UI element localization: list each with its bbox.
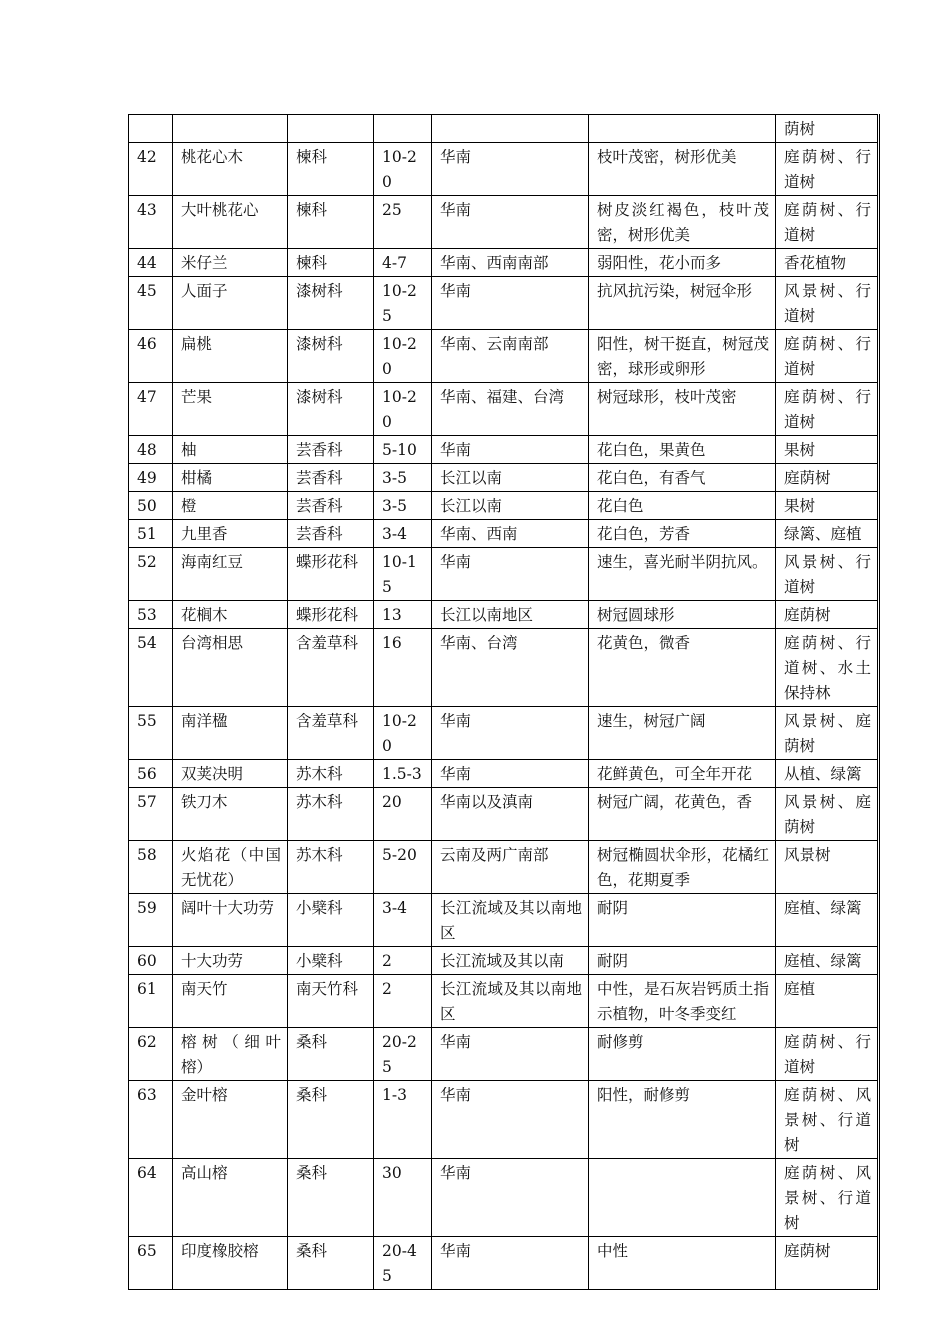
cell-height: 4-7 — [374, 249, 432, 277]
cell-family: 苏木科 — [288, 841, 374, 894]
cell-no: 58 — [129, 841, 173, 894]
cell-name: 花榈木 — [173, 601, 288, 629]
cell-feature: 树冠球形，枝叶茂密 — [589, 383, 776, 436]
cell-use: 风景树、庭荫树 — [776, 788, 879, 841]
table-row — [129, 1081, 879, 1159]
cell-no: 50 — [129, 492, 173, 520]
cell-height: 10-20 — [374, 707, 432, 760]
cell-region: 华南 — [432, 1081, 589, 1159]
cell-region: 华南、福建、台湾 — [432, 383, 589, 436]
cell-height: 10-20 — [374, 143, 432, 196]
cell-region: 华南 — [432, 1159, 589, 1237]
cell-family: 芸香科 — [288, 436, 374, 464]
cell-name — [173, 115, 288, 143]
table-row — [129, 249, 879, 277]
cell-family: 桑科 — [288, 1159, 374, 1237]
cell-no: 64 — [129, 1159, 173, 1237]
cell-region: 长江流域及其以南地区 — [432, 975, 589, 1028]
cell-no: 56 — [129, 760, 173, 788]
cell-height: 3-5 — [374, 464, 432, 492]
cell-height — [374, 115, 432, 143]
cell-name: 柑橘 — [173, 464, 288, 492]
cell-feature: 耐修剪 — [589, 1028, 776, 1081]
cell-family: 楝科 — [288, 249, 374, 277]
cell-use: 风景树、行道树 — [776, 277, 879, 330]
cell-region: 华南 — [432, 1028, 589, 1081]
cell-name: 台湾相思 — [173, 629, 288, 707]
cell-use: 庭荫树、风景树、行道树 — [776, 1081, 879, 1159]
cell-name: 铁刀木 — [173, 788, 288, 841]
table-row-continuation — [129, 115, 879, 143]
cell-height: 30 — [374, 1159, 432, 1237]
cell-use: 风景树、行道树 — [776, 548, 879, 601]
cell-no: 51 — [129, 520, 173, 548]
cell-region: 华南 — [432, 436, 589, 464]
cell-height: 10-15 — [374, 548, 432, 601]
cell-feature: 花白色 — [589, 492, 776, 520]
cell-no: 57 — [129, 788, 173, 841]
cell-feature: 抗风抗污染，树冠伞形 — [589, 277, 776, 330]
table-row — [129, 548, 879, 601]
cell-family: 小檗科 — [288, 894, 374, 947]
cell-family: 苏木科 — [288, 788, 374, 841]
cell-no: 45 — [129, 277, 173, 330]
table-row — [129, 629, 879, 707]
cell-use: 庭植 — [776, 975, 879, 1028]
cell-use: 绿篱、庭植 — [776, 520, 879, 548]
cell-height: 10-20 — [374, 383, 432, 436]
cell-region: 华南、台湾 — [432, 629, 589, 707]
table-row — [129, 464, 879, 492]
cell-region: 华南 — [432, 760, 589, 788]
cell-no: 47 — [129, 383, 173, 436]
cell-family — [288, 115, 374, 143]
cell-no: 59 — [129, 894, 173, 947]
cell-use: 果树 — [776, 492, 879, 520]
cell-feature: 花白色，芳香 — [589, 520, 776, 548]
cell-use: 庭荫树、行道树 — [776, 196, 879, 249]
cell-feature: 花鲜黄色，可全年开花 — [589, 760, 776, 788]
cell-family: 蝶形花科 — [288, 548, 374, 601]
table-row — [129, 1237, 879, 1290]
cell-region: 华南 — [432, 548, 589, 601]
cell-name: 橙 — [173, 492, 288, 520]
cell-name: 金叶榕 — [173, 1081, 288, 1159]
cell-no: 42 — [129, 143, 173, 196]
cell-no: 61 — [129, 975, 173, 1028]
cell-height: 13 — [374, 601, 432, 629]
cell-name: 九里香 — [173, 520, 288, 548]
cell-height: 10-25 — [374, 277, 432, 330]
cell-no — [129, 115, 173, 143]
cell-region: 长江以南地区 — [432, 601, 589, 629]
cell-feature: 耐阴 — [589, 894, 776, 947]
cell-no: 43 — [129, 196, 173, 249]
cell-feature: 树冠圆球形 — [589, 601, 776, 629]
table-row — [129, 520, 879, 548]
cell-feature: 树冠广阔，花黄色，香 — [589, 788, 776, 841]
cell-region — [432, 115, 589, 143]
cell-region: 长江以南 — [432, 464, 589, 492]
cell-feature: 树皮淡红褐色，枝叶茂密，树形优美 — [589, 196, 776, 249]
table-row — [129, 330, 879, 383]
cell-name: 阔叶十大功劳 — [173, 894, 288, 947]
cell-family: 桑科 — [288, 1237, 374, 1290]
cell-no: 46 — [129, 330, 173, 383]
cell-feature: 树冠椭圆状伞形，花橘红色，花期夏季 — [589, 841, 776, 894]
cell-height: 16 — [374, 629, 432, 707]
cell-use: 荫树 — [776, 115, 879, 143]
cell-name: 扁桃 — [173, 330, 288, 383]
cell-region: 云南及两广南部 — [432, 841, 589, 894]
cell-no: 52 — [129, 548, 173, 601]
cell-region: 华南、云南南部 — [432, 330, 589, 383]
cell-no: 53 — [129, 601, 173, 629]
cell-feature: 花白色，果黄色 — [589, 436, 776, 464]
cell-family: 漆树科 — [288, 330, 374, 383]
cell-family: 小檗科 — [288, 947, 374, 975]
cell-height: 2 — [374, 947, 432, 975]
cell-region: 长江流域及其以南 — [432, 947, 589, 975]
cell-no: 63 — [129, 1081, 173, 1159]
cell-height: 1.5-3 — [374, 760, 432, 788]
cell-family: 含羞草科 — [288, 707, 374, 760]
cell-region: 长江以南 — [432, 492, 589, 520]
cell-use: 庭植、绿篱 — [776, 894, 879, 947]
cell-name: 米仔兰 — [173, 249, 288, 277]
cell-feature: 中性，是石灰岩钙质土指示植物，叶冬季变红 — [589, 975, 776, 1028]
table-row — [129, 894, 879, 947]
cell-use: 庭荫树、行道树 — [776, 143, 879, 196]
cell-region: 华南以及滇南 — [432, 788, 589, 841]
table-row — [129, 383, 879, 436]
table-row — [129, 760, 879, 788]
document-page — [128, 114, 878, 1290]
cell-use: 庭荫树 — [776, 464, 879, 492]
cell-feature — [589, 115, 776, 143]
cell-name: 芒果 — [173, 383, 288, 436]
cell-region: 华南、西南南部 — [432, 249, 589, 277]
cell-family: 楝科 — [288, 196, 374, 249]
cell-feature: 花黄色，微香 — [589, 629, 776, 707]
table-row — [129, 277, 879, 330]
cell-height: 25 — [374, 196, 432, 249]
table-row — [129, 841, 879, 894]
cell-name: 高山榕 — [173, 1159, 288, 1237]
cell-feature: 耐阴 — [589, 947, 776, 975]
cell-use: 庭植、绿篱 — [776, 947, 879, 975]
cell-height: 2 — [374, 975, 432, 1028]
cell-name: 南洋楹 — [173, 707, 288, 760]
cell-height: 5-10 — [374, 436, 432, 464]
plant-table — [128, 114, 880, 1290]
cell-name: 南天竹 — [173, 975, 288, 1028]
cell-region: 华南 — [432, 1237, 589, 1290]
cell-family: 桑科 — [288, 1081, 374, 1159]
cell-height: 3-4 — [374, 894, 432, 947]
cell-feature: 阳性，耐修剪 — [589, 1081, 776, 1159]
cell-family: 桑科 — [288, 1028, 374, 1081]
table-row — [129, 975, 879, 1028]
table-row — [129, 1159, 879, 1237]
cell-family: 漆树科 — [288, 383, 374, 436]
cell-region: 华南 — [432, 707, 589, 760]
cell-height: 5-20 — [374, 841, 432, 894]
table-row — [129, 601, 879, 629]
table-row — [129, 1028, 879, 1081]
table-row — [129, 947, 879, 975]
table-row — [129, 707, 879, 760]
table-row — [129, 196, 879, 249]
cell-feature: 枝叶茂密，树形优美 — [589, 143, 776, 196]
cell-use: 庭荫树、行道树 — [776, 330, 879, 383]
cell-no: 55 — [129, 707, 173, 760]
cell-height: 10-20 — [374, 330, 432, 383]
cell-height: 3-4 — [374, 520, 432, 548]
cell-height: 20-25 — [374, 1028, 432, 1081]
cell-no: 49 — [129, 464, 173, 492]
cell-family: 苏木科 — [288, 760, 374, 788]
cell-region: 华南 — [432, 277, 589, 330]
cell-height: 3-5 — [374, 492, 432, 520]
cell-use: 庭荫树、风景树、行道树 — [776, 1159, 879, 1237]
cell-feature — [589, 1159, 776, 1237]
cell-region: 华南 — [432, 196, 589, 249]
cell-use: 果树 — [776, 436, 879, 464]
cell-no: 48 — [129, 436, 173, 464]
table-row — [129, 492, 879, 520]
cell-feature: 速生，树冠广阔 — [589, 707, 776, 760]
cell-height: 1-3 — [374, 1081, 432, 1159]
cell-height: 20-45 — [374, 1237, 432, 1290]
cell-name: 印度橡胶榕 — [173, 1237, 288, 1290]
cell-height: 20 — [374, 788, 432, 841]
cell-family: 楝科 — [288, 143, 374, 196]
cell-name: 火焰花（中国无忧花） — [173, 841, 288, 894]
cell-feature: 弱阳性，花小而多 — [589, 249, 776, 277]
cell-name: 柚 — [173, 436, 288, 464]
cell-feature: 阳性，树干挺直，树冠茂密，球形或卵形 — [589, 330, 776, 383]
cell-family: 含羞草科 — [288, 629, 374, 707]
cell-name: 人面子 — [173, 277, 288, 330]
table-row — [129, 788, 879, 841]
cell-name: 桃花心木 — [173, 143, 288, 196]
cell-no: 44 — [129, 249, 173, 277]
table-body — [129, 115, 879, 1290]
cell-region: 华南、西南 — [432, 520, 589, 548]
cell-no: 60 — [129, 947, 173, 975]
cell-family: 芸香科 — [288, 520, 374, 548]
cell-no: 54 — [129, 629, 173, 707]
cell-feature: 花白色，有香气 — [589, 464, 776, 492]
cell-no: 62 — [129, 1028, 173, 1081]
cell-feature: 中性 — [589, 1237, 776, 1290]
cell-use: 庭荫树、行道树 — [776, 1028, 879, 1081]
cell-name: 大叶桃花心 — [173, 196, 288, 249]
cell-region: 华南 — [432, 143, 589, 196]
cell-use: 香花植物 — [776, 249, 879, 277]
cell-no: 65 — [129, 1237, 173, 1290]
cell-use: 庭荫树 — [776, 1237, 879, 1290]
cell-use: 庭荫树、行道树、水土保持林 — [776, 629, 879, 707]
cell-use: 庭荫树 — [776, 601, 879, 629]
cell-family: 蝶形花科 — [288, 601, 374, 629]
cell-family: 芸香科 — [288, 464, 374, 492]
cell-name: 榕树（细叶榕） — [173, 1028, 288, 1081]
cell-use: 庭荫树、行道树 — [776, 383, 879, 436]
cell-feature: 速生，喜光耐半阴抗风。 — [589, 548, 776, 601]
cell-use: 风景树 — [776, 841, 879, 894]
cell-family: 南天竹科 — [288, 975, 374, 1028]
cell-use: 从植、绿篱 — [776, 760, 879, 788]
cell-name: 双荚决明 — [173, 760, 288, 788]
cell-region: 长江流域及其以南地区 — [432, 894, 589, 947]
cell-use: 风景树、庭荫树 — [776, 707, 879, 760]
cell-family: 漆树科 — [288, 277, 374, 330]
cell-name: 海南红豆 — [173, 548, 288, 601]
table-row — [129, 436, 879, 464]
cell-name: 十大功劳 — [173, 947, 288, 975]
cell-family: 芸香科 — [288, 492, 374, 520]
table-row — [129, 143, 879, 196]
